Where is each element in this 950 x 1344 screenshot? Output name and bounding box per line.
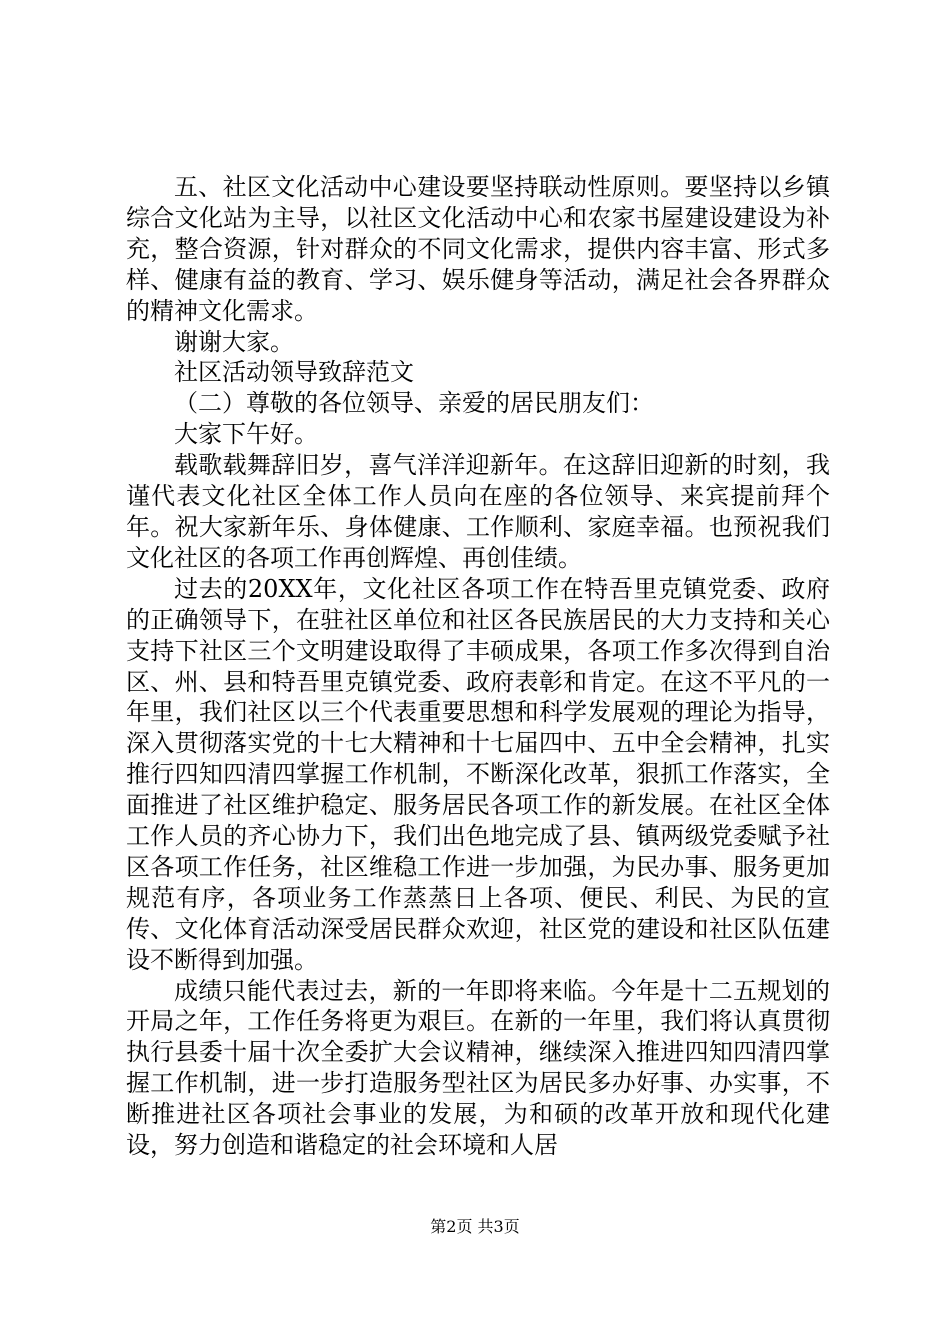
- paragraph-salutation: （二）尊敬的各位领导、亲爱的居民朋友们：: [174, 389, 654, 418]
- paragraph-new-year-plan: 成绩只能代表过去，新的一年即将来临。今年是十二五规划的开局之年，工作任务将更为艰巨。在新的一年里，我们将认真贯彻执行县委十届十次全委扩大会议精神，继续深入推进四知四清四掌握工作机制，进一步打造服务型社区为居民多办好事、办实事，不断推进社区各项社会事业的发展，为和硕的改革开放和现代化建设，努力创造和谐稳定的社会环境和人居: [126, 976, 830, 1160]
- paragraph-principle-five: 五、社区文化活动中心建设要坚持联动性原则。要坚持以乡镇综合文化站为主导，以社区文化活动中心和农家书屋建设建设为补充，整合资源，针对群众的不同文化需求，提供内容丰富、形式多样、健康有益的教育、学习、娱乐健身等活动，满足社会各界群众的精神文化需求。: [126, 173, 830, 325]
- document-body: [126, 172, 830, 1161]
- paragraph-thanks: 谢谢大家。: [174, 327, 294, 356]
- page-number: 第2页 共3页: [430, 1217, 520, 1236]
- section-heading: 社区活动领导致辞范文: [174, 358, 414, 387]
- paragraph-greeting: 大家下午好。: [174, 420, 318, 449]
- paragraph-past-year: 过去的20XX年，文化社区各项工作在特吾里克镇党委、政府的正确领导下，在驻社区单位和社区各民族居民的大力支持和关心支持下社区三个文明建设取得了丰硕成果，各项工作多次得到自治区、州、县和特吾里克镇党委、政府表彰和肯定。在这不平凡的一年里，我们社区以三个代表重要思想和科学发展观的理论为指导，深入贯彻落实党的十七大精神和十七届四中、五中全会精神，扎实推行四知四清四掌握工作机制，不断深化改革，狠抓工作落实，全面推进了社区维护稳定、服务居民各项工作的新发展。在社区全体工作人员的齐心协力下，我们出色地完成了县、镇两级党委赋予社区各项工作任务，社区维稳工作进一步加强，为民办事、服务更加规范有序，各项业务工作蒸蒸日上各项、便民、利民、为民的宣传、文化体育活动深受居民群众欢迎，社区党的建设和社区队伍建设不断得到加强。: [126, 574, 830, 974]
- paragraph-new-year: 载歌载舞辞旧岁，喜气洋洋迎新年。在这辞旧迎新的时刻，我谨代表文化社区全体工作人员向在座的各位领导、来宾提前拜个年。祝大家新年乐、身体健康、工作顺利、家庭幸福。也预祝我们文化社区的各项工作再创辉煌、再创佳绩。: [126, 451, 830, 572]
- page-footer: [0, 1217, 950, 1237]
